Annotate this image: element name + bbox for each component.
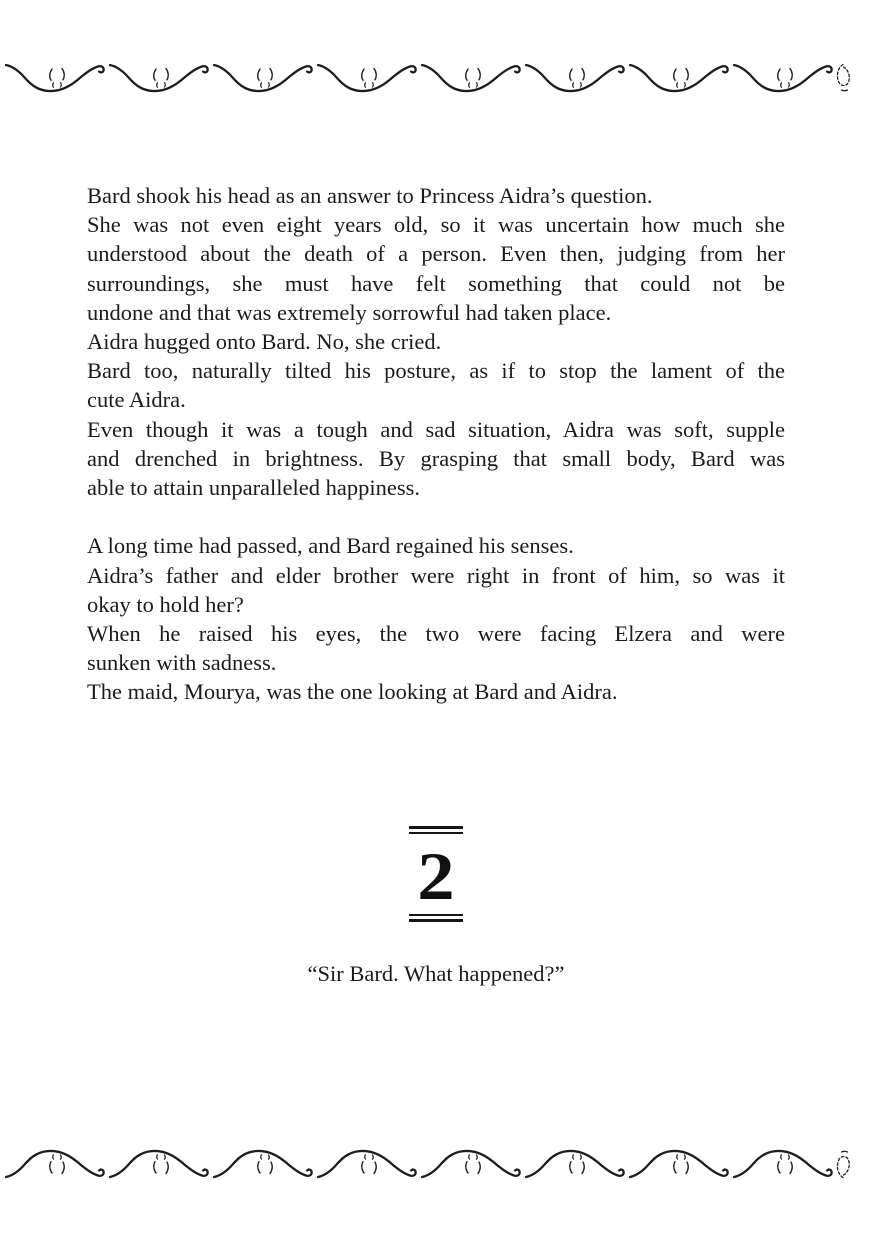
text-line: Bard too, naturally tilted his posture, as if to stop the lament of the: [87, 358, 785, 384]
chapter-number: 2: [417, 838, 455, 914]
rule-line: [409, 919, 463, 922]
text-line: okay to hold her?: [87, 591, 244, 617]
chapter-rule-top: [409, 826, 463, 834]
text-line: able to attain unparalleled happiness.: [87, 475, 421, 501]
flourish-terminal-loop: [837, 65, 849, 91]
chapter-rule-bottom: [409, 914, 463, 922]
chapter-heading: [87, 826, 785, 922]
text-line: undone and that was extremely sorrowful had taken place.: [87, 299, 612, 325]
text-line: A long time had passed, and Bard regained his senses.: [87, 533, 574, 559]
top-flourish-border: [5, 59, 853, 103]
rule-line: [409, 914, 463, 916]
blank-line: [87, 502, 785, 531]
text-line: Aidra’s father and elder brother were right in front of him, so was it: [87, 562, 785, 588]
flourish-svg: [5, 1139, 853, 1183]
text-line: Aidra hugged onto Bard. No, she cried.: [87, 329, 442, 355]
flourish-svg: [5, 59, 853, 103]
rule-line: [409, 826, 463, 829]
flourish-terminal-loop: [837, 1151, 849, 1177]
text-line: The maid, Mourya, was the one looking at Bard and Aidra.: [87, 679, 618, 705]
rule-line: [409, 832, 463, 834]
text-line: sunken with sadness.: [87, 650, 277, 676]
text-line: and drenched in brightness. By grasping that small body, Bard was: [87, 445, 785, 471]
text-line: surroundings, she must have felt something that could not be: [87, 270, 785, 296]
bottom-flourish-border: [5, 1139, 853, 1183]
story-text: [87, 181, 785, 707]
text-line: Bard shook his head as an answer to Princess Aidra’s question.: [87, 183, 653, 208]
text-line: cute Aidra.: [87, 387, 186, 413]
text-line: When he raised his eyes, the two were facing Elzera and were: [87, 621, 785, 647]
text-line: She was not even eight years old, so it was uncertain how much she: [87, 212, 785, 238]
text-line: Even though it was a tough and sad situation, Aidra was soft, supple: [87, 416, 785, 442]
dialogue-line: “Sir Bard. What happened?”: [307, 961, 565, 986]
text-line: understood about the death of a person. Even then, judging from her: [87, 241, 785, 267]
